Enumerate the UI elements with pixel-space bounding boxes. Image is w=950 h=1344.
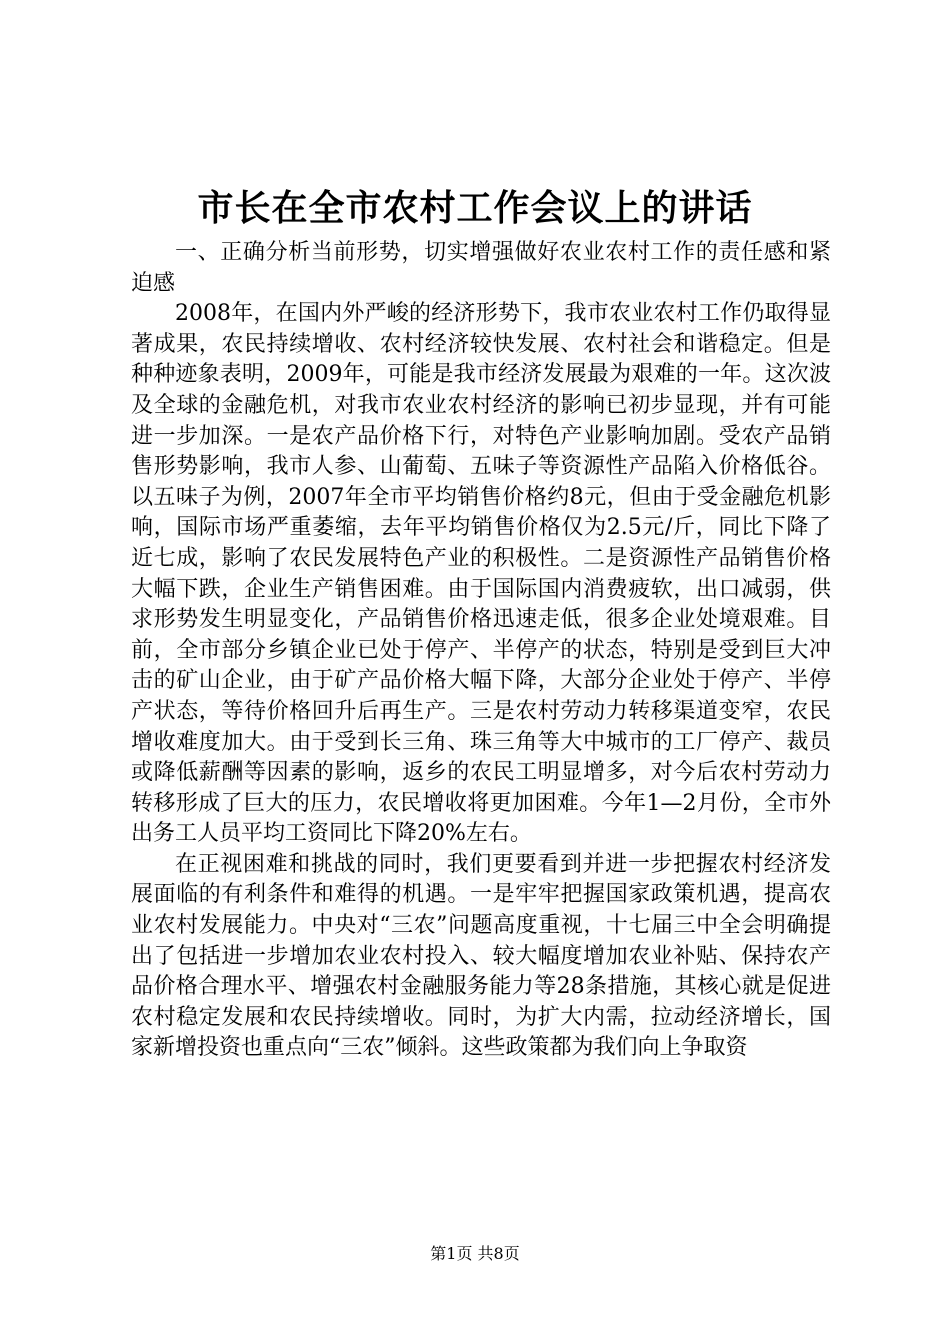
document-body [131,238,831,1064]
page-footer: 第1页 共8页 [430,1244,520,1263]
section-heading: 一、正确分析当前形势，切实增强做好农业农村工作的责任感和紧迫感 [131,240,831,296]
body-paragraph: 2008年，在国内外严峻的经济形势下，我市农业农村工作仍取得显著成果，农民持续增收、农村经济较快发展、农村社会和谐稳定。但是种种迹象表明，2009年，可能是我市经济发展最为艰难的一年。这次波及全球的金融危机，对我市农业农村经济的影响已初步显现，并有可能进一步加深。一是农产品价格下行，对特色产业影响加剧。受农产品销售形势影响，我市人参、山葡萄、五味子等资源性产品陷入价格低谷。以五味子为例，2007年全市平均销售价格约8元，但由于受金融危机影响，国际市场严重萎缩，去年平均销售价格仅为2.5元/斤，同比下降了近七成，影响了农民发展特色产业的积极性。二是资源性产品销售价格大幅下跌，企业生产销售困难。由于国际国内消费疲软，出口减弱，供求形势发生明显变化，产品销售价格迅速走低，很多企业处境艰难。目前，全市部分乡镇企业已处于停产、半停产的状态，特别是受到巨大冲击的矿山企业，由于矿产品价格大幅下降，大部分企业处于停产、半停产状态，等待价格回升后再生产。三是农村劳动力转移渠道变窄，农民增收难度加大。由于受到长三角、珠三角等大中城市的工厂停产、裁员或降低薪酬等因素的影响，返乡的农民工明显增多，对今后农村劳动力转移形成了巨大的压力，农民增收将更加困难。今年1—2月份，全市外出务工人员平均工资同比下降20%左右。 [131,301,831,847]
document-title: 市长在全市农村工作会议上的讲话 [197,187,753,229]
body-paragraph: 在正视困难和挑战的同时，我们更要看到并进一步把握农村经济发展面临的有利条件和难得的机遇。一是牢牢把握国家政策机遇，提高农业农村发展能力。中央对“三农”问题高度重视，十七届三中全会明确提出了包括进一步增加农业农村投入、较大幅度增加农业补贴、保持农产品价格合理水平、增强农村金融服务能力等28条措施，其核心就是促进农村稳定发展和农民持续增收。同时，为扩大内需，拉动经济增长，国家新增投资也重点向“三农”倾斜。这些政策都为我们向上争取资 [131,851,831,1061]
